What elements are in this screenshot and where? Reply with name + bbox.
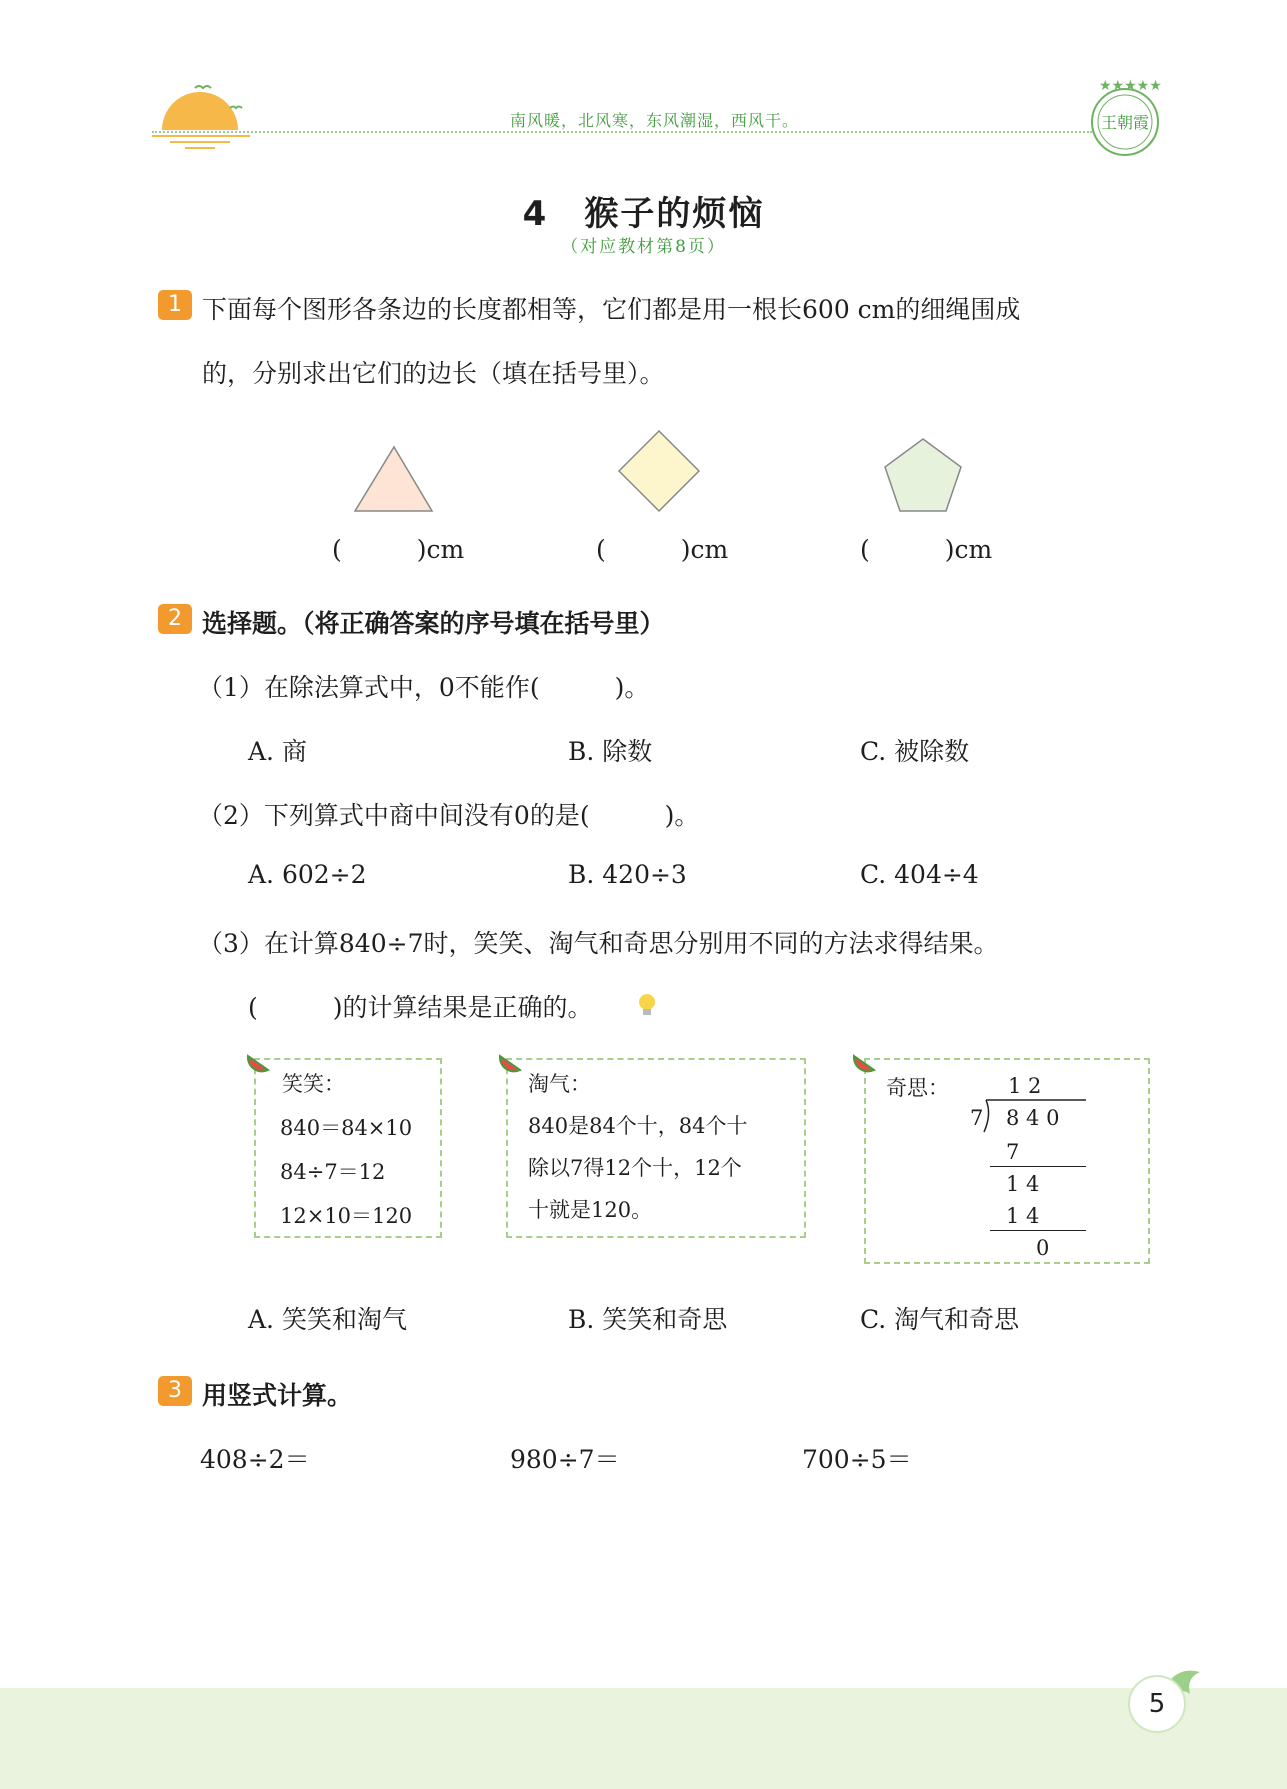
sunset-logo-icon	[150, 78, 250, 153]
pentagon-answer-blank[interactable]: ( )cm	[860, 535, 993, 564]
question-2-heading: 选择题。（将正确答案的序号填在括号里）	[202, 609, 665, 638]
taoqi-line-2: 除以7得12个十，12个	[528, 1156, 742, 1180]
page-subtitle: （对应教材第8页）	[561, 237, 726, 257]
svg-text:★★★★★: ★★★★★	[1099, 78, 1162, 94]
xiaoxiao-line-2: 84÷7＝12	[280, 1160, 386, 1184]
q2-sub3-stem2: ( )的计算结果是正确的。	[248, 993, 593, 1022]
square-answer-blank[interactable]: ( )cm	[596, 535, 729, 564]
long-division-divisor: 7	[970, 1106, 984, 1130]
q2-sub2-option-a[interactable]: A. 602÷2	[248, 860, 367, 889]
q2-sub2-stem: （2）下列算式中商中间没有0的是( )。	[198, 801, 700, 830]
q2-sub2-option-b[interactable]: B. 420÷3	[568, 860, 687, 889]
q2-sub3-option-a[interactable]: A. 笑笑和淘气	[248, 1305, 407, 1334]
q3-problem-2: 980÷7＝	[510, 1445, 620, 1474]
triangle-answer-blank[interactable]: ( )cm	[332, 535, 465, 564]
question-1-text-line1: 下面每个图形各条边的长度都相等，它们都是用一根长600 cm的细绳围成	[202, 295, 1021, 324]
qisi-name: 奇思：	[886, 1076, 949, 1100]
q2-sub3-stem: （3）在计算840÷7时，笑笑、淘气和奇思分别用不同的方法求得结果。	[198, 929, 999, 958]
long-division-remainder: 0	[1036, 1236, 1050, 1260]
long-division-step-3: 1 4	[1006, 1204, 1040, 1228]
watermelon-icon	[852, 1054, 876, 1074]
long-division-rule	[990, 1166, 1086, 1167]
long-division-step-2: 1 4	[1006, 1172, 1040, 1196]
page-footer-band	[0, 1688, 1287, 1789]
page-title: 4 猴子的烦恼	[522, 194, 765, 234]
question-1-text-line2: 的，分别求出它们的边长（填在括号里）。	[202, 359, 665, 388]
header-slogan: 南风暖，北风寒，东风潮湿，西风干。	[510, 111, 800, 130]
header-divider	[152, 131, 1092, 133]
q2-sub1-stem: （1）在除法算式中，0不能作( )。	[198, 673, 650, 702]
taoqi-name: 淘气：	[528, 1072, 591, 1096]
q2-sub3-option-b[interactable]: B. 笑笑和奇思	[568, 1305, 728, 1334]
q2-sub1-option-a[interactable]: A. 商	[248, 737, 307, 766]
lightbulb-icon	[636, 992, 658, 1018]
q2-sub1-option-c[interactable]: C. 被除数	[860, 737, 970, 766]
taoqi-line-3: 十就是120。	[528, 1198, 653, 1222]
q3-problem-3: 700÷5＝	[802, 1445, 912, 1474]
long-division-quotient: 1 2	[1008, 1074, 1042, 1098]
question-2-number: 2	[158, 604, 192, 634]
long-division-dividend: 8 4 0	[1006, 1106, 1060, 1130]
long-division-step-1: 7	[1006, 1140, 1020, 1164]
q2-sub2-option-c[interactable]: C. 404÷4	[860, 860, 979, 889]
xiaoxiao-line-1: 840＝84×10	[280, 1116, 413, 1140]
brand-badge-icon	[1085, 76, 1165, 161]
q2-sub3-option-c[interactable]: C. 淘气和奇思	[860, 1305, 1020, 1334]
watermelon-icon	[246, 1054, 270, 1074]
q2-sub1-option-b[interactable]: B. 除数	[568, 737, 653, 766]
question-3-number: 3	[158, 1376, 192, 1406]
q3-problem-1: 408÷2＝	[200, 1445, 310, 1474]
pentagon-figure	[882, 436, 964, 514]
xiaoxiao-line-3: 12×10＝120	[280, 1204, 413, 1228]
question-1-number: 1	[158, 290, 192, 320]
long-division-rule	[990, 1230, 1086, 1231]
watermelon-icon	[498, 1054, 522, 1074]
triangle-figure	[352, 444, 434, 514]
xiaoxiao-name: 笑笑：	[282, 1072, 345, 1096]
taoqi-line-1: 840是84个十，84个十	[528, 1114, 748, 1138]
page-number: 5	[1128, 1675, 1186, 1733]
square-figure	[616, 428, 702, 514]
brand-name: 王朝霞	[1100, 113, 1150, 132]
question-3-heading: 用竖式计算。	[202, 1381, 353, 1410]
